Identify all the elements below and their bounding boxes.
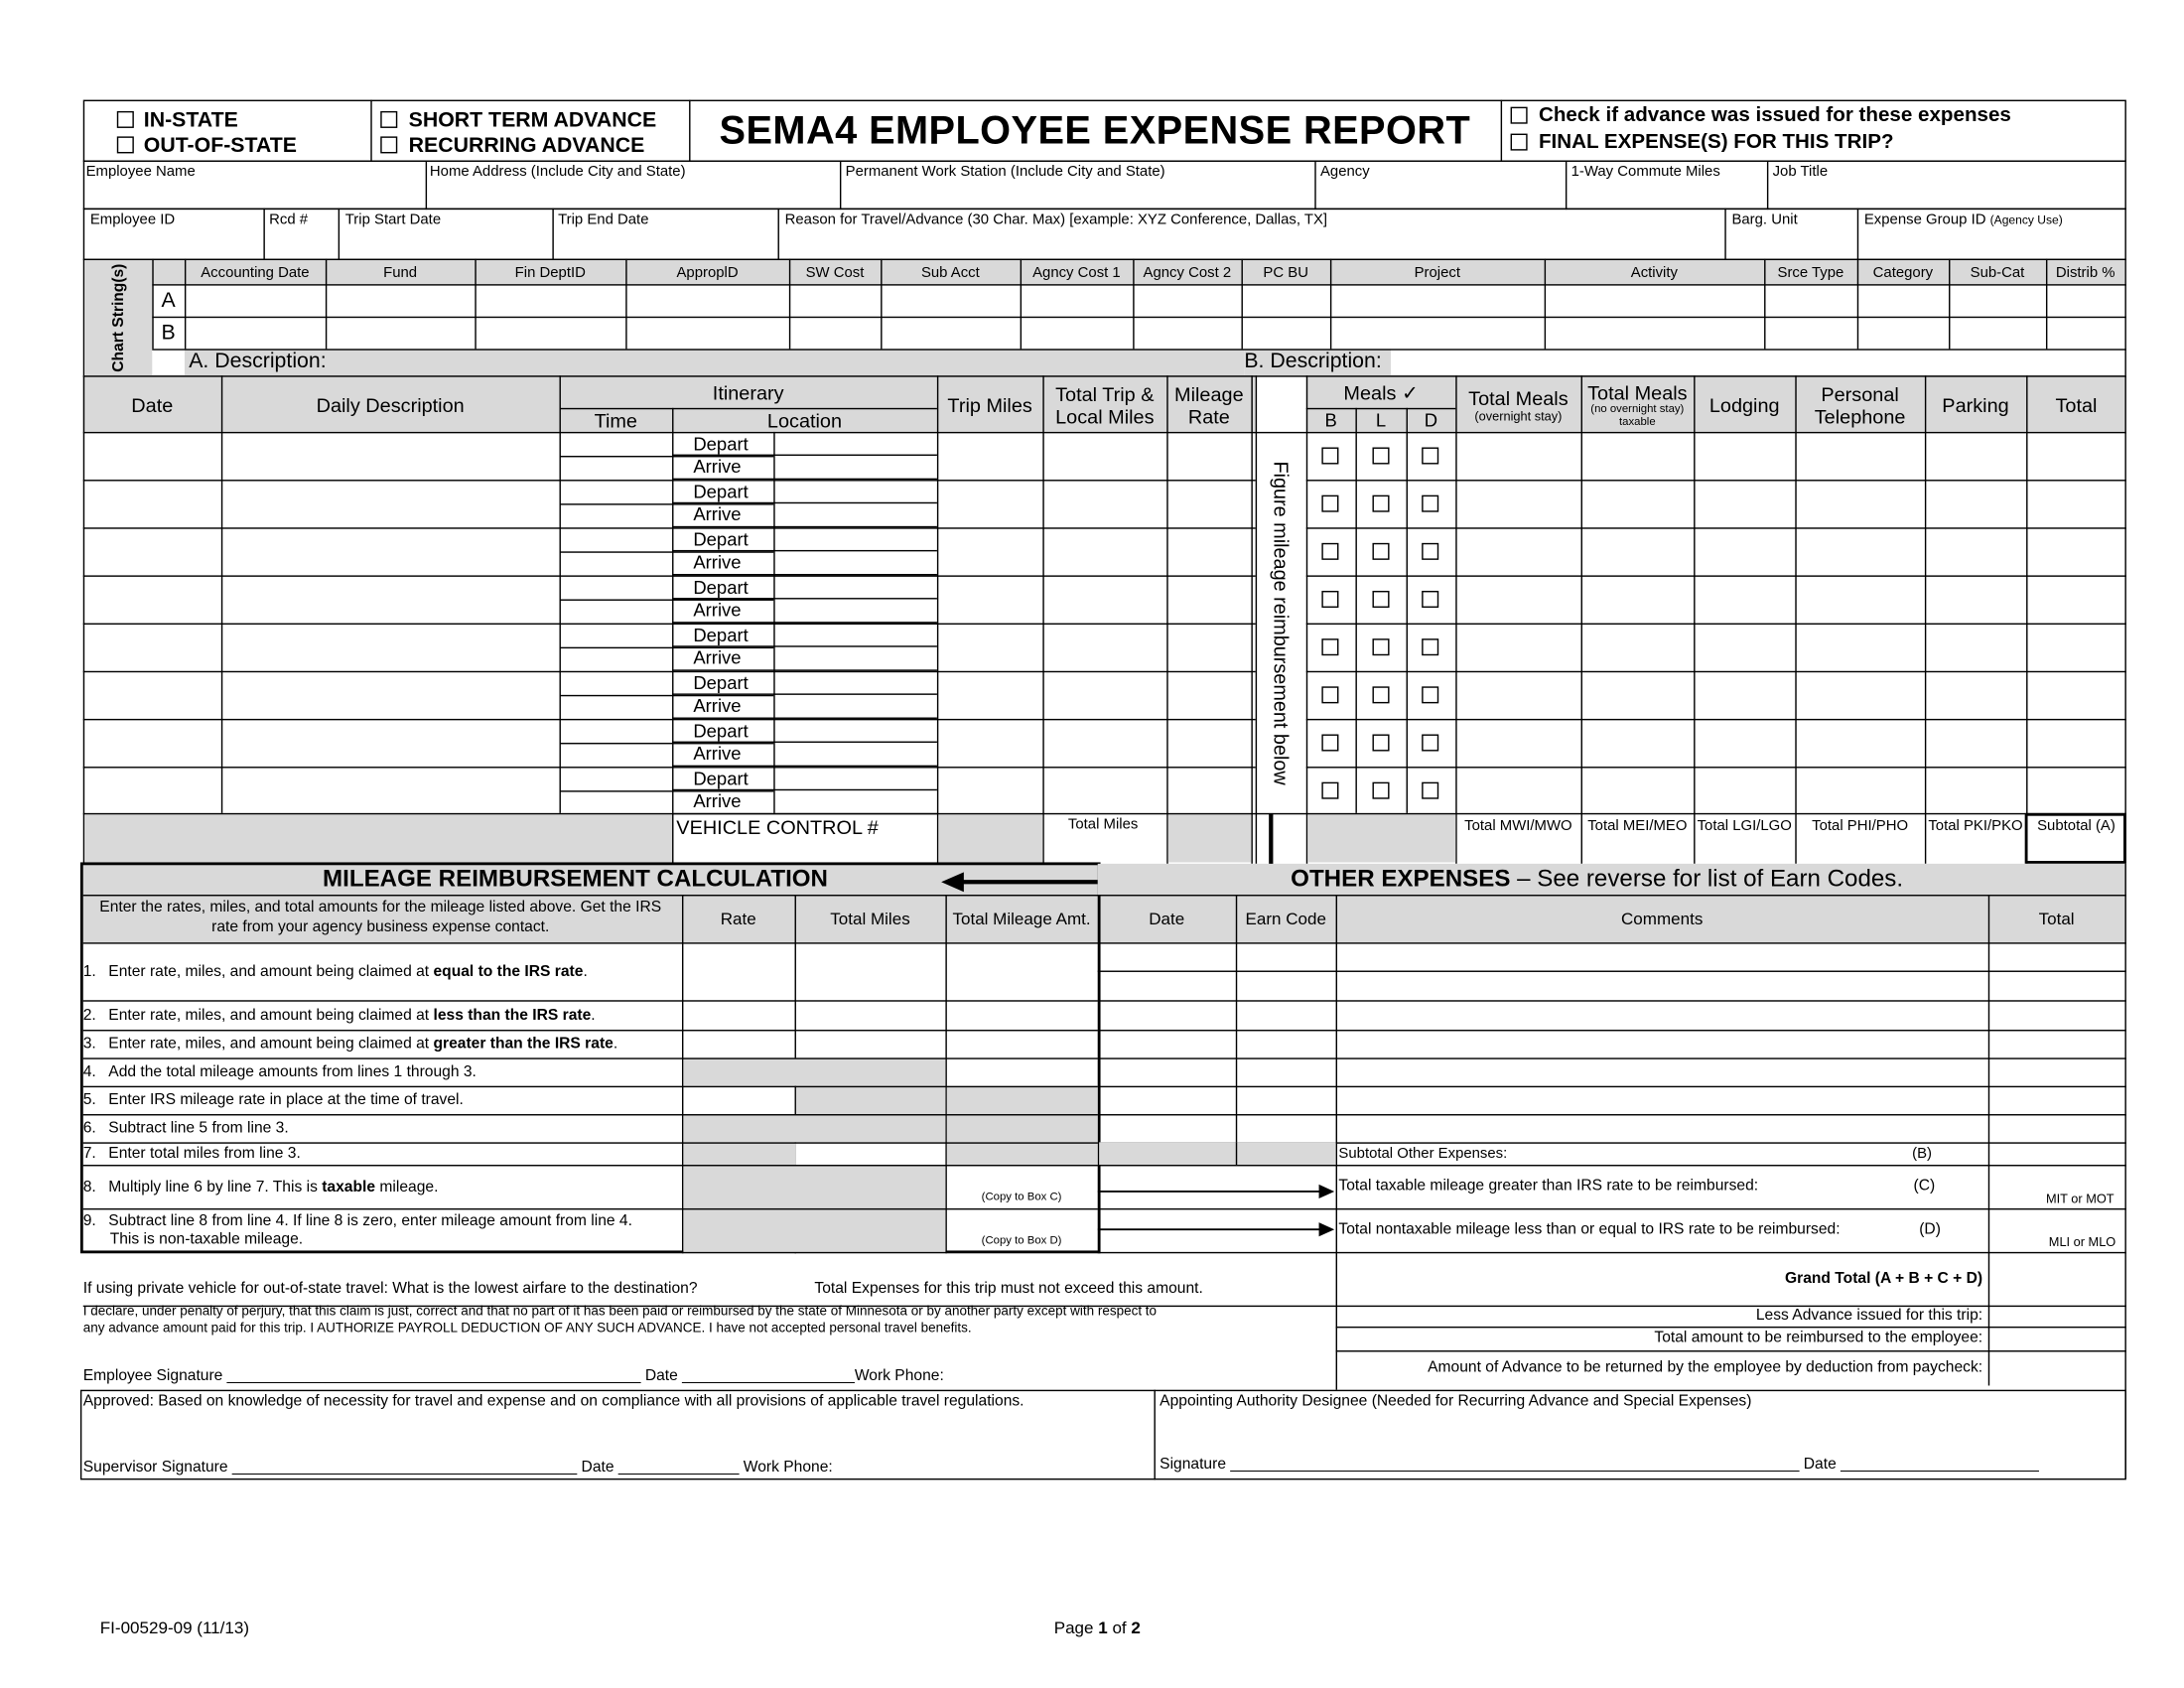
chart-row-a-label: A — [161, 288, 176, 313]
line-text-bold: taxable — [322, 1178, 376, 1196]
mileage-line-7 — [83, 1142, 681, 1165]
line-number: 9. — [82, 1212, 96, 1230]
breakfast-checkbox[interactable] — [1321, 782, 1338, 799]
line-text — [108, 1091, 464, 1108]
line-number: 6. — [82, 1119, 96, 1137]
line-text — [108, 1212, 632, 1229]
supervisor-signature-line[interactable]: Supervisor Signature ________________________________________ Date ______________ Work Phone: — [82, 1459, 833, 1477]
line-text-bold: less than the IRS rate — [433, 1006, 592, 1024]
total-mei-meo: Total MEI/MEO — [1587, 816, 1688, 834]
appointing-authority-label: Appointing Authority Designee (Needed for Recurring Advance and Special Expenses) — [1160, 1392, 1752, 1410]
employee-name-field[interactable]: Employee Name — [85, 163, 196, 181]
breakfast-checkbox[interactable] — [1321, 638, 1338, 655]
col-fin-deptid: Fin DeptID — [514, 263, 586, 281]
short-term-advance-checkbox[interactable] — [380, 111, 397, 128]
line-text-pre: Enter rate, miles, and amount being claimed at — [108, 1006, 434, 1024]
line-text-pre: Add the total mileage amounts from lines 1 through 3. — [108, 1063, 477, 1081]
mileage-col-total-miles: Total Miles — [830, 909, 910, 929]
mileage-title: MILEAGE REIMBURSEMENT CALCULATION — [323, 865, 828, 893]
col-itinerary: Itinerary — [712, 380, 784, 404]
col-fund: Fund — [383, 263, 418, 281]
col-appropid: ApproplD — [676, 263, 739, 281]
mileage-col-total-amt: Total Mileage Amt. — [952, 909, 1091, 929]
line-text-pre: Enter total miles from line 3. — [108, 1145, 301, 1163]
col-local-miles: Local Miles — [1055, 404, 1155, 427]
col-time: Time — [594, 408, 637, 432]
line-text — [108, 1120, 288, 1137]
must-not-exceed-note: Total Expenses for this trip must not exceed this amount. — [814, 1280, 1203, 1298]
col-total-trip: Total Trip & — [1055, 381, 1155, 405]
out-of-state-label: OUT-OF-STATE — [143, 133, 297, 158]
expense-group-note: (Agency Use) — [1989, 211, 2063, 227]
lunch-checkbox[interactable] — [1372, 495, 1389, 512]
total-miles-label: Total Miles — [1067, 815, 1139, 833]
col-total: Total — [2055, 392, 2098, 416]
col-distrib-pct: Distrib % — [2055, 263, 2116, 281]
lunch-checkbox[interactable] — [1372, 638, 1389, 655]
col-lodging: Lodging — [1708, 392, 1780, 416]
declaration-line-2: any advance amount paid for this trip. I AUTHORIZE PAYROLL DEDUCTION OF ANY SUCH ADVANCE. I have not accepted personal travel benefits. — [82, 1321, 972, 1336]
lunch-checkbox[interactable] — [1372, 543, 1389, 560]
depart-label: Depart — [693, 433, 749, 455]
col-project: Project — [1414, 263, 1460, 281]
less-advance-label: Less Advance issued for this trip: — [1755, 1307, 1983, 1325]
line-text — [108, 1007, 595, 1024]
line-number: 4. — [82, 1063, 96, 1081]
other-col-total: Total — [2038, 909, 2075, 929]
dinner-checkbox[interactable] — [1422, 448, 1438, 465]
arrive-label: Arrive — [693, 743, 742, 765]
final-expense-checkbox[interactable] — [1511, 134, 1528, 151]
col-sub-acct: Sub Acct — [920, 263, 980, 281]
arrive-label: Arrive — [693, 646, 742, 668]
col-daily-description: Daily Description — [316, 392, 465, 416]
mileage-line-5 — [83, 1086, 681, 1114]
col-sw-cost: SW Cost — [805, 263, 865, 281]
col-sub-cat: Sub-Cat — [1970, 263, 2025, 281]
work-station-field[interactable]: Permanent Work Station (Include City and State) — [845, 163, 1165, 181]
reason-for-travel-field[interactable]: Reason for Travel/Advance (30 Char. Max) [example: XYZ Conference, Dallas, TX] — [784, 211, 1328, 228]
arrive-label: Arrive — [693, 456, 742, 478]
col-agncy-cost-1: Agncy Cost 1 — [1032, 263, 1121, 281]
mileage-col-rate: Rate — [720, 909, 756, 929]
final-expense-label: FINAL EXPENSE(S) FOR THIS TRIP? — [1538, 130, 1894, 154]
copy-to-box-d: (Copy to Box D) — [981, 1233, 1062, 1247]
total-lgi-lgo: Total LGI/LGO — [1697, 816, 1792, 834]
other-col-date: Date — [1149, 909, 1185, 929]
subtotal-other-label: Subtotal Other Expenses: — [1338, 1145, 1508, 1163]
breakfast-checkbox[interactable] — [1321, 686, 1338, 703]
nontaxable-mileage-label: Total nontaxable mileage less than or equal to IRS rate to be reimbursed: — [1338, 1220, 1841, 1238]
in-state-checkbox[interactable] — [117, 111, 134, 128]
line-number: 2. — [82, 1006, 96, 1024]
col-pc-bu: PC BU — [1263, 263, 1308, 281]
form-id: FI-00529-09 (11/13) — [99, 1618, 250, 1638]
expense-group-field[interactable] — [1864, 211, 2063, 228]
total-reimbursed-label: Total amount to be reimbursed to the employee: — [1654, 1329, 1983, 1346]
line-text-pre: Subtract line 8 from line 4. If line 8 is zero, enter mileage amount from line 4. — [108, 1212, 632, 1230]
lunch-checkbox[interactable] — [1372, 782, 1389, 799]
out-of-state-checkbox[interactable] — [117, 136, 134, 153]
lunch-checkbox[interactable] — [1372, 686, 1389, 703]
description-b-label: B. Description: — [1244, 349, 1382, 373]
box-b-label: (B) — [1912, 1145, 1932, 1163]
dinner-checkbox[interactable] — [1422, 495, 1438, 512]
arrive-label: Arrive — [693, 503, 742, 525]
depart-label: Depart — [693, 576, 749, 599]
depart-label: Depart — [693, 672, 749, 694]
overnight-note: (overnight stay) — [1474, 408, 1563, 423]
line-text-pre: Enter IRS mileage rate in place at the time of travel. — [108, 1091, 464, 1109]
trip-end-date-field[interactable]: Trip End Date — [558, 211, 649, 228]
approval-statement: Approved: Based on knowledge of necessity for travel and expense and on compliance with all provisions of applicable travel regulations. — [82, 1392, 1024, 1410]
line-text-post: . — [583, 962, 588, 980]
col-srce-type: Srce Type — [1777, 263, 1844, 281]
line-text — [108, 1036, 617, 1053]
line-number: 8. — [82, 1178, 96, 1196]
designee-signature-line[interactable]: Signature __________________________________________________________________ Date _______________________ — [1160, 1456, 2039, 1474]
col-trip-miles: Trip Miles — [947, 392, 1032, 416]
dinner-checkbox[interactable] — [1422, 543, 1438, 560]
agency-field[interactable]: Agency — [1319, 163, 1370, 181]
page-of: of — [1107, 1618, 1132, 1638]
col-personal: Personal — [1821, 381, 1899, 405]
col-category: Category — [1872, 263, 1934, 281]
description-a-label: A. Description: — [189, 349, 327, 373]
taxable-note: taxable — [1619, 414, 1656, 427]
mit-mot-code: MIT or MOT — [2045, 1191, 2115, 1206]
mileage-line-6 — [83, 1114, 681, 1142]
barg-unit-field[interactable]: Barg. Unit — [1731, 211, 1798, 228]
taxable-mileage-label: Total taxable mileage greater than IRS rate to be reimbursed: — [1338, 1177, 1759, 1195]
mli-mlo-code: MLI or MLO — [2048, 1234, 2116, 1250]
chart-row-b-label: B — [161, 321, 176, 346]
depart-label: Depart — [693, 625, 749, 646]
line-number: 1. — [82, 962, 96, 980]
expense-group-label: Expense Group ID — [1863, 211, 1986, 228]
airfare-question: If using private vehicle for out-of-state travel: What is the lowest airfare to the destination? — [82, 1280, 698, 1298]
line-9-continued: This is non-taxable mileage. — [109, 1230, 304, 1248]
mileage-instructions: Enter the rates, miles, and total amounts for the mileage listed above. Get the IRS rate from your agency business expense contact. — [99, 899, 662, 936]
col-meal-d: D — [1424, 408, 1438, 430]
line-text-bold: greater than the IRS rate — [433, 1035, 614, 1053]
recurring-advance-checkbox[interactable] — [380, 136, 397, 153]
dinner-checkbox[interactable] — [1422, 686, 1438, 703]
line-text — [108, 1063, 477, 1080]
line-text-post: mileage. — [375, 1178, 439, 1196]
col-rate: Rate — [1187, 404, 1230, 427]
copy-to-box-c: (Copy to Box C) — [981, 1190, 1062, 1203]
lunch-checkbox[interactable] — [1372, 591, 1389, 608]
short-term-advance-label: SHORT TERM ADVANCE — [408, 108, 657, 133]
page-number — [1054, 1618, 1141, 1637]
dinner-checkbox[interactable] — [1422, 638, 1438, 655]
col-meals: Meals ✓ — [1343, 380, 1419, 404]
breakfast-checkbox[interactable] — [1321, 495, 1338, 512]
col-parking: Parking — [1942, 392, 2009, 416]
depart-label: Depart — [693, 528, 749, 550]
breakfast-checkbox[interactable] — [1321, 448, 1338, 465]
line-text — [108, 1178, 438, 1195]
breakfast-checkbox[interactable] — [1321, 543, 1338, 560]
line-number: 5. — [82, 1091, 96, 1109]
in-state-label: IN-STATE — [143, 108, 238, 133]
page-title: SEMA4 EMPLOYEE EXPENSE REPORT — [719, 108, 1471, 153]
advance-returned-label: Amount of Advance to be returned by the employee by deduction from paycheck: — [1428, 1358, 1983, 1376]
home-address-field[interactable]: Home Address (Include City and State) — [429, 163, 686, 181]
other-expenses-subtitle: – See reverse for list of Earn Codes. — [1517, 865, 1904, 893]
mileage-line-8 — [83, 1165, 681, 1208]
box-c-label: (C) — [1913, 1177, 1936, 1195]
line-text — [108, 963, 588, 980]
grand-total-label: Grand Total (A + B + C + D) — [1784, 1270, 1983, 1288]
line-text-pre: Subtract line 5 from line 3. — [108, 1119, 289, 1137]
arrive-label: Arrive — [693, 694, 742, 717]
col-date: Date — [131, 392, 174, 416]
employee-signature-line[interactable]: Employee Signature ________________________________________________ Date ____________________Work Phone: — [82, 1367, 944, 1385]
lunch-checkbox[interactable] — [1372, 448, 1389, 465]
mileage-line-3 — [83, 1030, 681, 1057]
col-agncy-cost-2: Agncy Cost 2 — [1143, 263, 1232, 281]
page-total: 2 — [1131, 1618, 1141, 1638]
depart-label: Depart — [693, 768, 749, 789]
col-total-meals-no-overnight: Total Meals — [1587, 380, 1688, 403]
line-text-post: . — [613, 1035, 618, 1053]
transfer-arrows — [1098, 1179, 1337, 1242]
total-phi-pho: Total PHI/PHO — [1812, 816, 1909, 834]
rcd-field[interactable]: Rcd # — [269, 211, 309, 228]
col-mileage: Mileage — [1174, 381, 1244, 405]
mileage-line-2 — [83, 1000, 681, 1030]
box-d-label: (D) — [1919, 1220, 1941, 1238]
col-meal-l: L — [1375, 408, 1387, 430]
mileage-line-4 — [83, 1057, 681, 1085]
declaration-line-1: I declare, under penalty of perjury, that this claim is just, correct and that no part of it has been paid or reimbursed by the state of Minnesota or by another party except with respect to — [82, 1304, 1158, 1320]
arrive-label: Arrive — [693, 599, 742, 621]
line-text-pre: Multiply line 6 by line 7. This is — [108, 1178, 323, 1196]
subtotal-a-label: Subtotal (A) — [2037, 816, 2116, 834]
mileage-line-1 — [83, 942, 681, 1000]
depart-label: Depart — [693, 720, 749, 742]
page-prefix: Page — [1053, 1618, 1099, 1638]
vehicle-control-label: VEHICLE CONTROL # — [676, 815, 879, 839]
trip-start-date-field[interactable]: Trip Start Date — [344, 211, 442, 228]
line-number: 3. — [82, 1035, 96, 1053]
line-text-bold: equal to the IRS rate — [433, 962, 584, 980]
other-col-earn-code: Earn Code — [1245, 909, 1326, 929]
arrive-label: Arrive — [693, 551, 742, 573]
no-overnight-note: (no overnight stay) — [1590, 401, 1685, 415]
dinner-checkbox[interactable] — [1422, 591, 1438, 608]
col-activity: Activity — [1630, 263, 1678, 281]
breakfast-checkbox[interactable] — [1321, 735, 1338, 752]
col-accounting-date: Accounting Date — [201, 263, 310, 281]
col-location: Location — [766, 408, 843, 432]
lunch-checkbox[interactable] — [1372, 735, 1389, 752]
col-meal-b: B — [1324, 408, 1337, 430]
recurring-advance-label: RECURRING ADVANCE — [408, 133, 645, 158]
col-total-meals-overnight: Total Meals — [1468, 385, 1569, 409]
arrive-label: Arrive — [693, 790, 742, 812]
line-number: 7. — [82, 1145, 96, 1163]
page-current: 1 — [1098, 1618, 1108, 1638]
depart-label: Depart — [693, 481, 749, 502]
dinner-checkbox[interactable] — [1422, 782, 1438, 799]
line-text-pre: Enter rate, miles, and amount being claimed at — [108, 962, 434, 980]
chart-string-side-label: Chart String(s) — [109, 263, 127, 372]
job-title-field[interactable]: Job Title — [1772, 163, 1829, 181]
advance-issued-checkbox[interactable] — [1511, 107, 1528, 124]
employee-id-field[interactable]: Employee ID — [89, 211, 176, 228]
other-col-comments: Comments — [1620, 909, 1704, 929]
line-text-post: . — [591, 1006, 596, 1024]
line-text-pre: Enter rate, miles, and amount being claimed at — [108, 1035, 434, 1053]
total-pki-pko: Total PKI/PKO — [1928, 816, 2023, 834]
dinner-checkbox[interactable] — [1422, 735, 1438, 752]
advance-issued-label: Check if advance was issued for these expenses — [1538, 103, 2011, 127]
other-expenses-title: OTHER EXPENSES — [1291, 865, 1511, 893]
line-text — [108, 1145, 301, 1162]
figure-mileage-note: Figure mileage reimbursement below — [1269, 460, 1293, 785]
commute-miles-field[interactable]: 1-Way Commute Miles — [1570, 163, 1720, 181]
breakfast-checkbox[interactable] — [1321, 591, 1338, 608]
total-mwi-mwo: Total MWI/MWO — [1464, 816, 1572, 834]
col-telephone: Telephone — [1814, 404, 1906, 427]
